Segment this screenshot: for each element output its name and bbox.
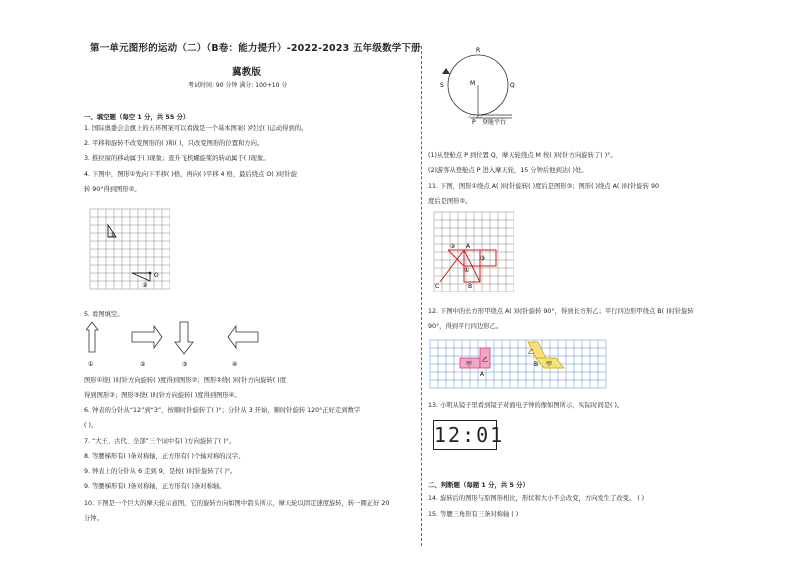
- point-o: [149, 272, 152, 275]
- fig2-label-b: B: [468, 283, 473, 290]
- question-10-line2: 分钟。: [84, 515, 103, 522]
- question-7: 7. “大王、古代、全部”三个词中有( )方向旋转了( )°。: [84, 438, 236, 445]
- question-12-line1: 12. 下图中的长方形甲绕点 A( )时针旋转 90°，得到长方形乙；平行四边形甲绕点 B( )时针旋转: [428, 308, 694, 315]
- question-10-line1: 10. 下图是一个巨大的摩天轮示意图，它的旋转方向如图中箭头所示，摩天轮以固定速度旋转，转一圈正好 20: [84, 500, 390, 507]
- page-title: 第一单元图形的运动（二）（B卷：能力提升）-2022-2023 五年级数学下册: [90, 43, 421, 54]
- question-9b: 9. 等腰梯形有( )条对称轴，正方形有( )条对称轴。: [84, 483, 226, 490]
- label-r: R: [476, 47, 481, 54]
- arrow-label-4: ④: [232, 361, 238, 368]
- arrows-figure: [86, 320, 276, 370]
- fig3-label-yi2: 乙: [528, 349, 535, 356]
- question-11-line2: 度后是图形②。: [428, 198, 472, 205]
- fig2-label-2: ②: [450, 243, 456, 250]
- question-5-line1: 图形①绕( )时针方向旋转( )度得到图形②；图形②绕( )时针方向旋转( )度: [84, 377, 287, 384]
- question-10-part2: (2)游客从登舱点 P 进入摩天轮，15 分钟后他到达( )处。: [428, 167, 588, 174]
- fig1-label-o: O: [154, 272, 159, 279]
- shape-2-triangle: [132, 273, 150, 281]
- column-divider: [421, 46, 422, 546]
- question-6-line2: ( )。: [84, 422, 98, 429]
- fig3-label-b: B: [534, 361, 539, 368]
- rotation-arrow-head: [442, 68, 450, 74]
- grid-figure-rotation: [432, 210, 514, 292]
- arrow-label-3: ③: [182, 361, 188, 368]
- platform-label: 登舱平台: [482, 119, 507, 126]
- question-1: 1. 国际奥委会会旗上的五环图案可以看做是一个基本图案( )经过( )运动得到的。: [84, 125, 308, 132]
- fig2-label-c: C: [435, 283, 440, 290]
- label-p: P: [472, 119, 476, 126]
- label-q: Q: [510, 82, 515, 89]
- arrow-4-left: [228, 326, 258, 348]
- fig2-label-3: ③: [480, 255, 486, 262]
- grid-figure-translation: [88, 207, 170, 293]
- question-6-line1: 6. 钟表的分针从“12”到“3”，按顺时针旋转了( )°；分针从 3 开始，顺时针旋转 120°正好走到数字: [84, 407, 361, 414]
- arrow-3-down: [175, 322, 193, 354]
- fig3-label-yi: 乙: [482, 357, 489, 364]
- ferris-wheel-figure: [430, 40, 530, 132]
- question-3: 3. 推拉窗的移动属于( )现象；直升飞机螺旋桨的转动属于( )现象。: [84, 155, 270, 162]
- label-m: M: [470, 80, 476, 87]
- fig3-label-jia: 甲: [466, 361, 473, 368]
- clock-digits: 12:01: [434, 423, 505, 447]
- arrow-1-up: [86, 322, 98, 352]
- question-11-line1: 11. 下图，图形①绕点 A( )时针旋转( )度后是图形③；图形( )绕点 A( )时针旋转 90: [428, 183, 660, 190]
- page-title-line2: 冀教版: [232, 67, 262, 78]
- label-s: S: [440, 82, 444, 89]
- question-8: 8. 等腰梯形有( )条对称轴，正方形有( )个轴对称的汉字。: [84, 453, 245, 460]
- question-5: 5. 看图填空。: [84, 311, 124, 318]
- fig1-label-1: ①: [110, 232, 116, 239]
- fig1-label-2: ②: [142, 282, 148, 289]
- section1-heading: 一、填空题（每空 1 分，共 55 分）: [84, 113, 190, 121]
- arrow-label-2: ②: [140, 361, 146, 368]
- question-14: 14. 旋转后的图形与原图形相比，形状和大小不会改变，方向发生了改变。 ( ): [428, 495, 645, 502]
- section2-heading: 二、判断题（每题 1 分，共 5 分）: [428, 481, 529, 489]
- question-15: 15. 等腰三角形有三条对称轴 ( ): [428, 511, 519, 518]
- question-9: 9. 钟表上的分针从 6 走到 9，是按( )时针旋转了( )°。: [84, 468, 237, 475]
- digital-clock: [433, 420, 505, 450]
- fig3-label-a: A: [480, 371, 485, 378]
- question-4-line1: 4. 下图中，图形①先向下平移( )格，再向( )平移 4 格，最后绕点 O( )时针旋: [84, 171, 298, 178]
- fig3-label-jia2: 甲: [546, 361, 553, 368]
- fig2-label-1: ①: [464, 267, 470, 274]
- question-4-line2: 转 90°得到图形②。: [84, 186, 141, 193]
- arrow-label-1: ①: [88, 361, 94, 368]
- fig2-label-a: A: [466, 243, 471, 250]
- question-13: 13. 小明从镜子里看到镜子对面电子钟的像如图所示，实际时间是( )。: [428, 402, 624, 409]
- grid-figure-jia-yi: [428, 338, 614, 394]
- exam-info: 考试时间: 90 分钟 满分: 100+10 分: [188, 82, 288, 89]
- question-12-line2: 90°，得到平行四边形乙。: [428, 323, 503, 330]
- question-2: 2. 平移和旋转不改变图形的( )和( )，只改变图形的位置和方向。: [84, 140, 264, 147]
- question-10-part1: (1)从登舱点 P 到位置 Q，摩天轮绕点 M 按( )时针方向旋转了( )°。: [428, 152, 617, 159]
- question-5-line2: 得到图形③；图形③绕( )时针方向旋转( )度得到图形④。: [84, 392, 241, 399]
- arrow-2-right: [132, 326, 162, 348]
